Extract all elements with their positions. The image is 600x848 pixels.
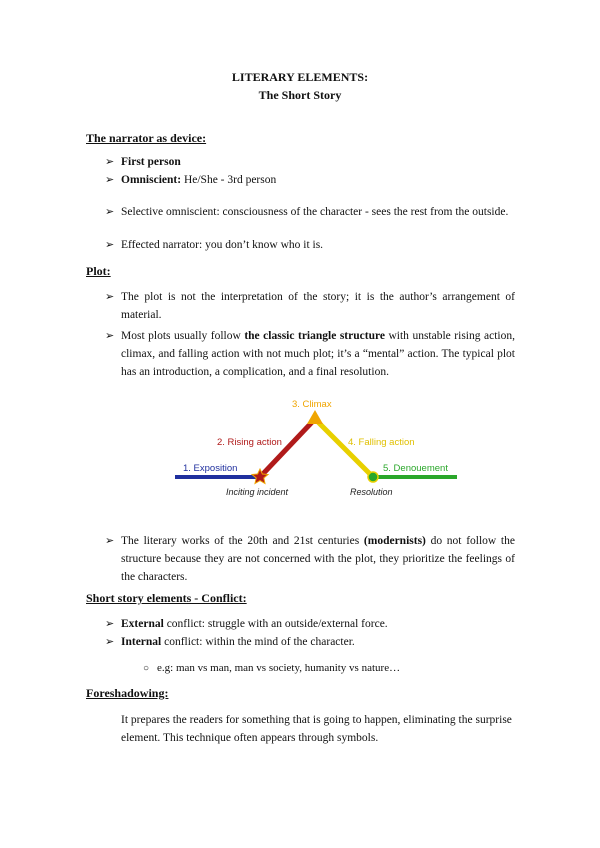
document-title: LITERARY ELEMENTS: — [231, 70, 369, 84]
item-text: with unstable rising action, climax, and falling action with not much plot; it’s a “mental” action. The typical plot has an introduction, a complication, and a final resolution. — [121, 330, 515, 378]
item-text: do not follow the structure because they are not concerned with the plot, they prioritize the feelings of the characters. — [121, 535, 515, 583]
item-text: Selective omniscient: consciousness of the character - sees the rest from the outside. — [121, 206, 509, 218]
arrow-bullet-icon: ➢ — [105, 239, 115, 251]
list-item — [105, 288, 515, 324]
list-item — [105, 171, 515, 189]
item-bold: (modernists) — [363, 535, 426, 547]
item-text: The plot is not the interpretation of the story; it is the author’s arrangement of material. — [121, 291, 515, 321]
list-item — [105, 615, 515, 633]
denouement-label: 5. Denouement — [383, 463, 448, 474]
arrow-bullet-icon: ➢ — [105, 206, 115, 218]
item-text: Effected narrator: you don’t know who it is. — [121, 239, 324, 251]
list-item — [105, 327, 515, 381]
climax-label: 3. Climax — [292, 399, 332, 410]
list-item — [105, 203, 515, 221]
sub-item-text: e.g: man vs man, man vs society, humanity vs nature… — [157, 662, 401, 674]
list-item — [105, 532, 515, 586]
rising-action-label: 2. Rising action — [217, 437, 282, 448]
arrow-bullet-icon: ➢ — [105, 156, 115, 168]
item-text: conflict: struggle with an outside/external force. — [163, 618, 388, 630]
circle-bullet-icon: ○ — [143, 663, 150, 674]
plot-heading: Plot: — [86, 264, 111, 278]
item-bold: the classic triangle structure — [244, 330, 385, 342]
climax-triangle-icon — [307, 410, 323, 424]
list-item — [105, 153, 515, 171]
resolution-circle-icon — [368, 472, 378, 482]
resolution-label: Resolution — [350, 487, 393, 497]
arrow-bullet-icon: ➢ — [105, 330, 115, 342]
item-bold: First person — [121, 156, 181, 168]
falling-action-label: 4. Falling action — [348, 437, 415, 448]
arrow-bullet-icon: ➢ — [105, 174, 115, 186]
item-text: conflict: within the mind of the character. — [161, 636, 355, 648]
item-bold: External — [121, 618, 164, 630]
item-text: The literary works of the 20th and 21st centuries — [121, 535, 364, 547]
sub-list-item — [143, 659, 400, 678]
arrow-bullet-icon: ➢ — [105, 636, 115, 648]
falling-action-line — [315, 419, 373, 477]
foreshadowing-paragraph: It prepares the readers for something that is going to happen, eliminating the surprise element. This technique often appears through symbols. — [121, 714, 512, 744]
narrator-heading: The narrator as device: — [86, 131, 207, 145]
item-bold: Omniscient: — [121, 174, 182, 186]
list-item — [105, 236, 515, 254]
arrow-bullet-icon: ➢ — [105, 618, 115, 630]
plot-diagram — [170, 392, 470, 502]
item-text: He/She - 3rd person — [181, 174, 277, 186]
item-text: Most plots usually follow — [121, 330, 245, 342]
list-item — [105, 633, 515, 651]
inciting-incident-label: Inciting incident — [226, 487, 289, 497]
foreshadowing-heading: Foreshadowing: — [86, 686, 169, 700]
arrow-bullet-icon: ➢ — [105, 535, 115, 547]
arrow-bullet-icon: ➢ — [105, 291, 115, 303]
exposition-label: 1. Exposition — [183, 463, 238, 474]
document-subtitle: The Short Story — [258, 88, 342, 102]
rising-action-line — [260, 419, 315, 477]
conflict-heading: Short story elements - Conflict: — [86, 591, 247, 605]
item-bold: Internal — [121, 636, 162, 648]
